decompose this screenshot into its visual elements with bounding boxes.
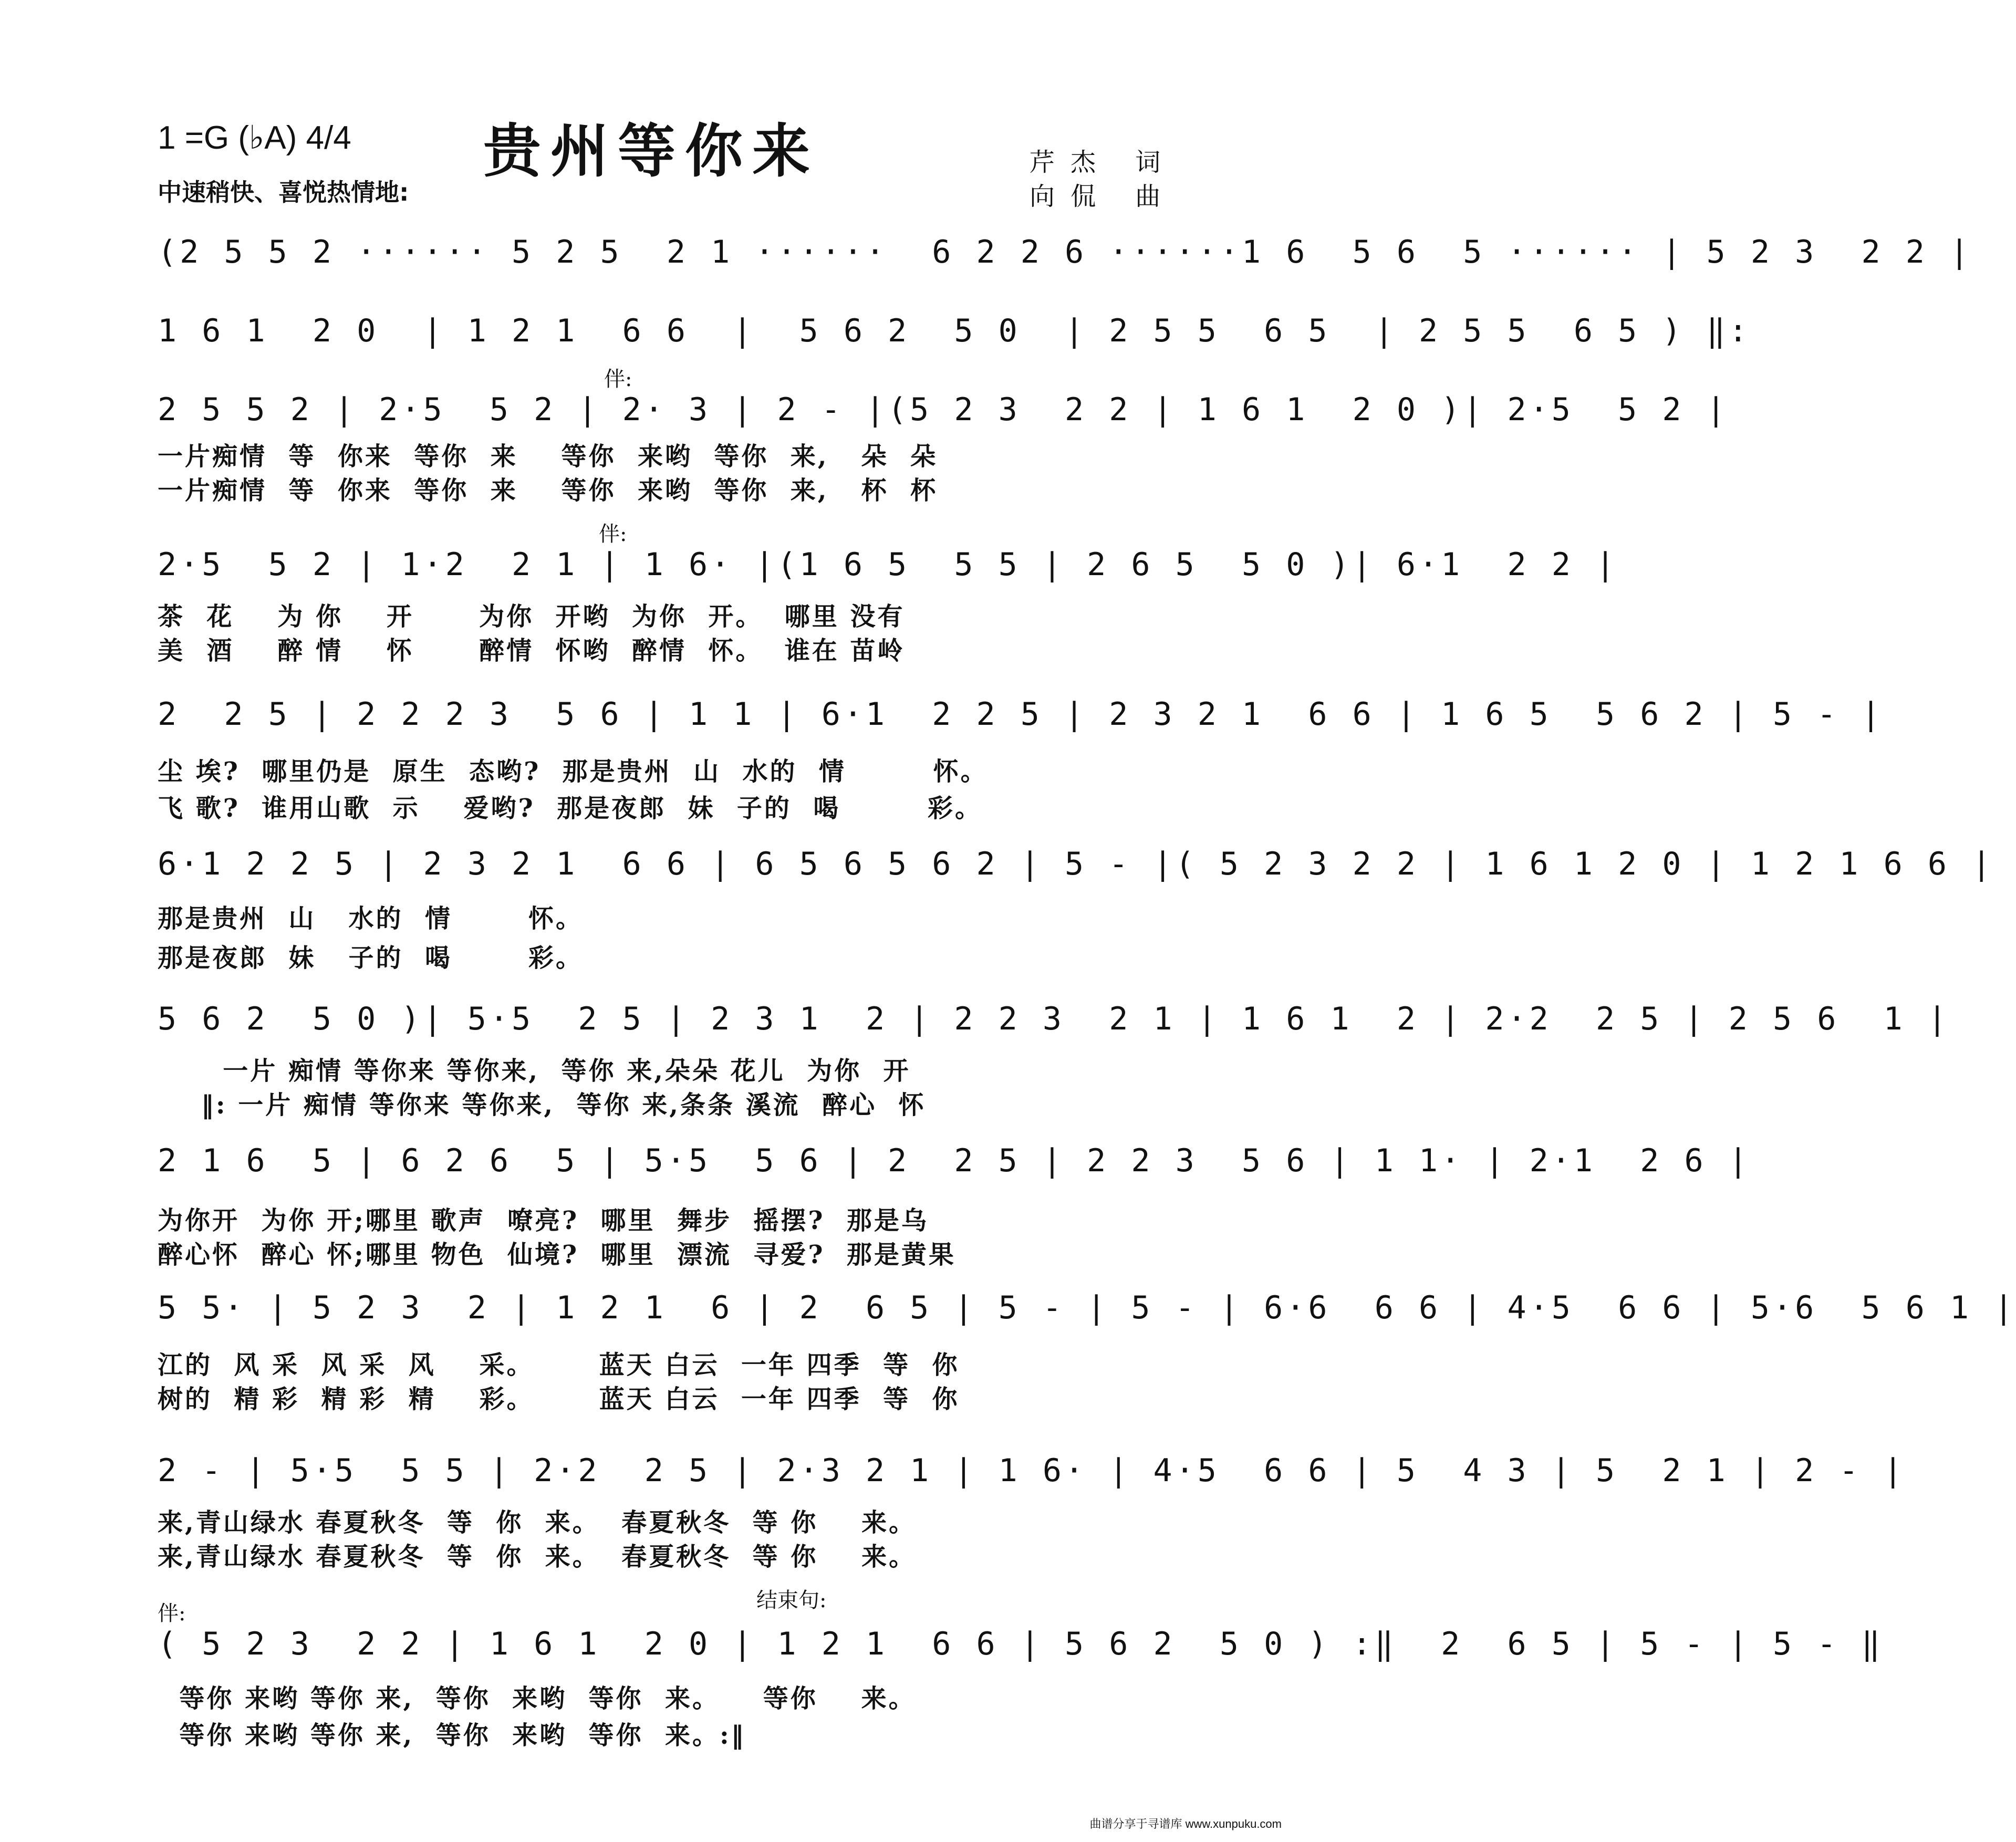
notation-line-4: 2·5 5 2 | 1·2 2 1 | 1 6· |(1 6 5 5 5 | 2 6 5 5 0 )| 6·1 2 2 |: [158, 546, 1618, 583]
ending-label: 结束句:: [756, 1588, 827, 1612]
lyric-line-6-verse-2: 那是夜郎 妹 子的 喝 彩。: [158, 943, 583, 973]
lyric-line-5-verse-1: 尘 埃? 哪里仍是 原生 态哟? 那是贵州 山 水的 情 怀。: [158, 757, 988, 786]
lyricist-credit: 芹杰 词: [1030, 148, 1177, 177]
lyric-line-8-verse-1: 为你开 为你 开;哪里 歌声 嘹亮? 哪里 舞步 摇摆? 那是乌: [158, 1206, 929, 1235]
lyric-line-6-verse-1: 那是贵州 山 水的 情 怀。: [158, 904, 583, 933]
tempo-marking: 中速稍快、喜悦热情地:: [158, 178, 409, 206]
accompaniment-label: 伴:: [158, 1601, 186, 1626]
lyric-line-10-verse-1: 来,青山绿水 春夏秋冬 等 你 来。 春夏秋冬 等 你 来。: [158, 1508, 917, 1537]
notation-line-10: 2 - | 5·5 5 5 | 2·2 2 5 | 2·3 2 1 | 1 6· | 4·5 6 6 | 5 4 3 | 5 2 1 | 2 - |: [158, 1452, 1906, 1489]
footer-watermark: 曲谱分享于寻谱库 www.xunpuku.com: [1089, 1817, 1282, 1830]
lyric-line-9-verse-1: 江的 风 采 风 采 风 采。 蓝天 白云 一年 四季 等 你: [158, 1350, 960, 1380]
lyric-line-3-verse-1: 一片痴情 等 你来 等你 来 等你 来哟 等你 来, 朵 朵: [158, 442, 938, 471]
lyric-line-5-verse-2: 飞 歌? 谁用山歌 示 爱哟? 那是夜郎 妹 子的 喝 彩。: [158, 794, 983, 823]
lyric-line-7-verse-1: 一片 痴情 等你来 等你来, 等你 来,朵朵 花儿 为你 开: [158, 1056, 911, 1086]
notation-line-7: 5 6 2 5 0 )| 5·5 2 5 | 2 3 1 2 | 2 2 3 2 1 | 1 6 1 2 | 2·2 2 5 | 2 5 6 1 |: [158, 1001, 1950, 1037]
notation-line-1: (2 5 5 2 ······ 5 2 5 2 1 ······ 6 2 2 6 ······1 6 5 6 5 ······ | 5 2 3 2 2 |: [158, 234, 1972, 270]
notation-line-3: 2 5 5 2 | 2·5 5 2 | 2· 3 | 2 - |(5 2 3 2 2 | 1 6 1 2 0 )| 2·5 5 2 |: [158, 391, 1729, 428]
accompaniment-label: 伴:: [599, 522, 627, 546]
lyric-line-9-verse-2: 树的 精 彩 精 彩 精 彩。 蓝天 白云 一年 四季 等 你: [158, 1385, 960, 1414]
composer-credit: 向侃 曲: [1030, 182, 1177, 211]
lyric-line-4-verse-1: 茶 花 为 你 开 为你 开哟 为你 开。 哪里 没有: [158, 602, 905, 631]
notation-line-11: ( 5 2 3 2 2 | 1 6 1 2 0 | 1 2 1 6 6 | 5 6 2 5 0 ) :‖ 2 6 5 | 5 - | 5 - ‖: [158, 1626, 1884, 1662]
lyric-line-7-verse-2: ‖: 一片 痴情 等你来 等你来, 等你 来,条条 溪流 醉心 怀: [158, 1090, 926, 1120]
lyric-line-10-verse-2: 来,青山绿水 春夏秋冬 等 你 来。 春夏秋冬 等 你 来。: [158, 1542, 917, 1572]
notation-line-2: 1 6 1 2 0 | 1 2 1 6 6 | 5 6 2 5 0 | 2 5 5 6 5 | 2 5 5 6 5 ) ‖:: [158, 313, 1751, 349]
notation-line-9: 5 5· | 5 2 3 2 | 1 2 1 6 | 2 6 5 | 5 - | 5 - | 6·6 6 6 | 4·5 6 6 | 5·6 5 6 1 |: [158, 1289, 2016, 1326]
key-signature: 1 =G (♭A) 4/4: [158, 120, 351, 156]
notation-line-8: 2 1 6 5 | 6 2 6 5 | 5·5 5 6 | 2 2 5 | 2 2 3 5 6 | 1 1· | 2·1 2 6 |: [158, 1142, 1751, 1179]
notation-line-6: 6·1 2 2 5 | 2 3 2 1 6 6 | 6 5 6 5 6 2 | 5 - |( 5 2 3 2 2 | 1 6 1 2 0 | 1 2 1 6 6 |: [158, 846, 1994, 882]
lyric-line-8-verse-2: 醉心怀 醉心 怀;哪里 物色 仙境? 哪里 漂流 寻爱? 那是黄果: [158, 1240, 956, 1269]
lyric-line-11-verse-1: 等你 来哟 等你 来, 等你 来哟 等你 来。 等你 来。: [158, 1684, 916, 1713]
lyric-line-3-verse-2: 一片痴情 等 你来 等你 来 等你 来哟 等你 来, 杯 杯: [158, 476, 938, 505]
lyric-line-11-verse-2: 等你 来哟 等你 来, 等你 来哟 等你 来。:‖: [158, 1721, 746, 1750]
accompaniment-label: 伴:: [604, 367, 632, 391]
notation-line-5: 2 2 5 | 2 2 2 3 5 6 | 1 1 | 6·1 2 2 5 | 2 3 2 1 6 6 | 1 6 5 5 6 2 | 5 - |: [158, 696, 1884, 733]
lyric-line-4-verse-2: 美 酒 醉 情 怀 醉情 怀哟 醉情 怀。 谁在 苗岭: [158, 636, 905, 665]
song-title: 贵州等你来: [483, 117, 819, 185]
